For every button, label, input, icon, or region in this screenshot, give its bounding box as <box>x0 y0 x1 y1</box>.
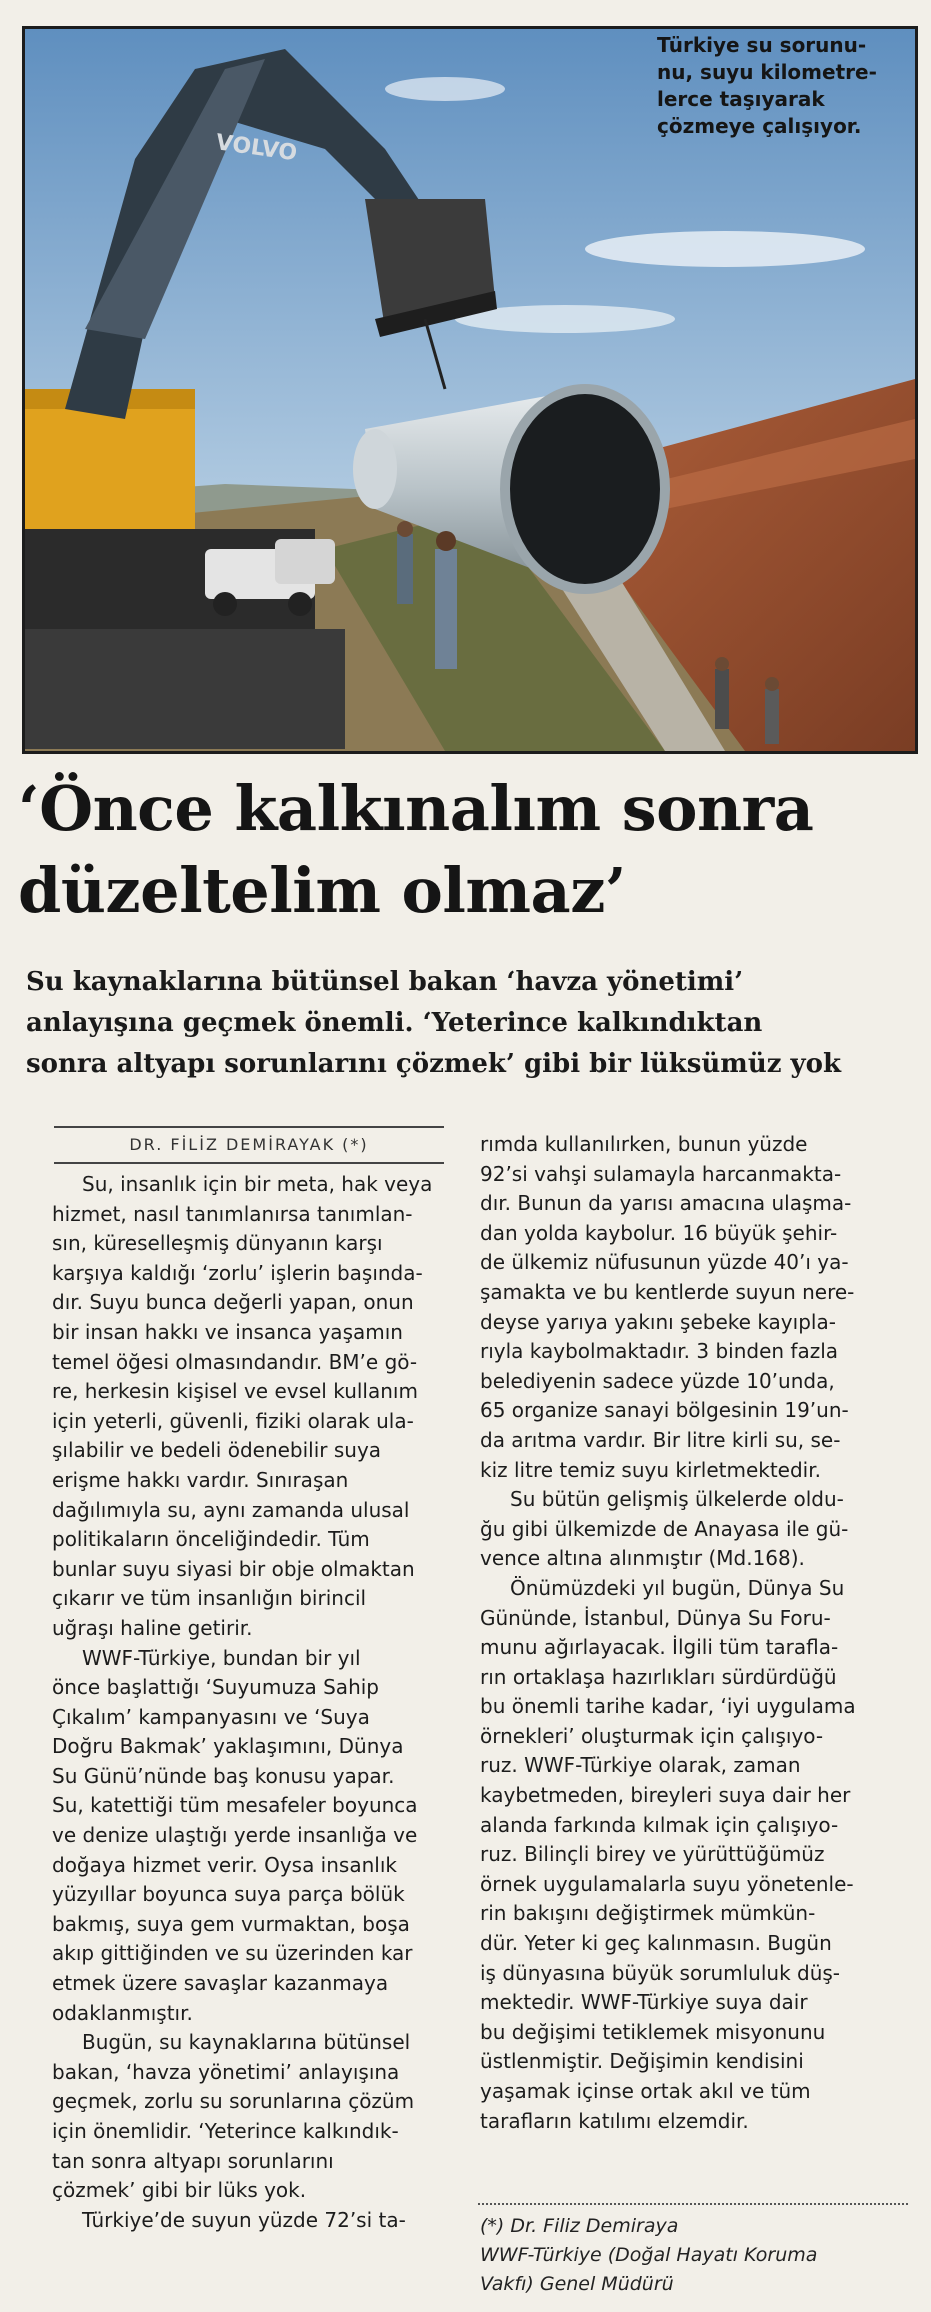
article-text-line: dan yolda kaybolur. 16 büyük şehir- <box>480 1220 838 1245</box>
article-text-line: da arıtma vardır. Bir litre kirli su, se- <box>480 1427 841 1452</box>
article-text-line: geçmek, zorlu su sorunlarına çözüm <box>52 2089 415 2114</box>
article-text-line: ruz. Bilinçli birey ve yürüttüğümüz <box>480 1842 825 1867</box>
subhead-line: Su kaynaklarına bütünsel bakan ‘havza yönetimi’ <box>26 967 744 997</box>
article-text-line: yaşamak içinse ortak akıl ve tüm <box>480 2079 811 2103</box>
article-text-line: Su Günü’nünde baş konusu yapar. <box>52 1763 395 1788</box>
svg-text:VOLVO: VOLVO <box>214 130 299 167</box>
article-text-line: alanda farkında kılmak için çalışıyo- <box>480 1812 839 1837</box>
headline-line: düzeltelim olmaz’ <box>18 854 626 927</box>
article-text-line: dağılımıyla su, aynı zamanda ulusal <box>52 1497 410 1522</box>
article-text-line: odaklanmıştır. <box>52 2000 193 2025</box>
caption-line: nu, suyu kilometre- <box>657 60 877 84</box>
article-text-line: kiz litre temiz suyu kirletmektedir. <box>480 1457 821 1482</box>
article-text-line: kaybetmeden, bireyleri suya dair her <box>480 1783 851 1808</box>
article-text-line: Türkiye’de suyun yüzde 72’si ta- <box>82 2207 406 2232</box>
byline-box <box>54 1126 444 1164</box>
article-text-line: Su bütün gelişmiş ülkelerde oldu- <box>510 1487 844 1512</box>
article-text-line: hizmet, nasıl tanımlanırsa tanımlan- <box>52 1201 413 1226</box>
article-text-line: tarafların katılımı elzemdir. <box>480 2108 749 2133</box>
footnote-line: WWF-Türkiye (Doğal Hayatı Koruma <box>480 2244 818 2266</box>
article-text-line: bu önemli tarihe kadar, ‘iyi uygulama <box>480 1694 856 1719</box>
article-text-line: şılabilir ve bedeli ödenebilir suya <box>52 1438 382 1463</box>
article-text-line: rımda kullanılırken, bunun yüzde <box>480 1132 808 1156</box>
article-text-line: Çıkalım’ kampanyasını ve ‘Suya <box>52 1704 370 1729</box>
article-column-left <box>52 1170 448 2235</box>
article-text-line: dır. Bunun da yarısı amacına ulaşma- <box>480 1191 852 1216</box>
article-text-line: uğraşı haline getirir. <box>52 1615 253 1640</box>
article-text-line: erişme hakkı vardır. Sınıraşan <box>52 1467 349 1492</box>
article-text-line: rın ortaklaşa hazırlıkları sürdürdüğü <box>480 1664 837 1689</box>
article-text-line: çözmek’ gibi bir lüks yok. <box>52 2178 307 2203</box>
article-text-line: deyse yarıya yakını şebeke kayıpla- <box>480 1309 836 1334</box>
article-text-line: 65 organize sanayi bölgesinin 19’un- <box>480 1398 849 1423</box>
article-text-line: bu değişimi tetiklemek misyonunu <box>480 2019 826 2044</box>
article-text-line: iş dünyasına büyük sorumluluk düş- <box>480 1960 841 1985</box>
article-text-line: ve denize ulaştığı yerde insanlığa ve <box>52 1823 418 1848</box>
article-text-line: WWF-Türkiye, bundan bir yıl <box>82 1645 361 1670</box>
article-text-line: tan sonra altyapı sorunlarını <box>52 2148 334 2173</box>
article-text-line: temel öğesi olmasındandır. BM’e gö- <box>52 1349 418 1374</box>
article-text-line: Doğru Bakmak’ yaklaşımını, Dünya <box>52 1734 404 1759</box>
article-text-line: bunlar suyu siyasi bir obje olmaktan <box>52 1556 415 1581</box>
article-text-line: de ülkemiz nüfusunun yüzde 40’ı ya- <box>480 1250 849 1275</box>
article-text-line: Önümüzdeki yıl bugün, Dünya Su <box>510 1575 845 1600</box>
headline <box>18 768 918 932</box>
article-text-line: 92’si vahşi sulamayla harcanmakta- <box>480 1161 842 1186</box>
author-footnote <box>480 2212 920 2299</box>
article-text-line: mektedir. WWF-Türkiye suya dair <box>480 1990 808 2015</box>
subhead-line: sonra altyapı sorunlarını çözmek’ gibi bir lüksümüz yok <box>26 1049 842 1079</box>
article-text-line: etmek üzere savaşlar kazanmaya <box>52 1971 389 1996</box>
article-text-line: belediyenin sadece yüzde 10’unda, <box>480 1368 835 1393</box>
article-text-line: ğu gibi ülkemizde de Anayasa ile gü- <box>480 1516 849 1541</box>
article-text-line: bir insan hakkı ve insanca yaşamın <box>52 1319 403 1344</box>
article-text-line: Su, insanlık için bir meta, hak veya <box>82 1172 433 1196</box>
article-text-line: rin bakışını değiştirmek mümkün- <box>480 1901 816 1926</box>
article-text-line: dür. Yeter ki geç kalınmasın. Bugün <box>480 1931 832 1956</box>
article-text-line: bakmış, suya gem vurmaktan, boşa <box>52 1911 410 1936</box>
subhead-line: anlayışına geçmek önemli. ‘Yeterince kalkındıktan <box>26 1008 763 1038</box>
headline-line: ‘Önce kalkınalım sonra <box>18 772 814 845</box>
article-text-line: örnek uygulamalarla suyu yönetenle- <box>480 1871 854 1896</box>
article-text-line: akıp gittiğinden ve su üzerinden kar <box>52 1941 413 1966</box>
article-text-line: Su, katettiği tüm mesafeler boyunca <box>52 1793 418 1818</box>
article-text-line: için önemlidir. ‘Yeterince kalkındık- <box>52 2119 399 2143</box>
article-text-line: önce başlattığı ‘Suyumuza Sahip <box>52 1675 379 1700</box>
photo-caption <box>657 32 897 140</box>
article-text-line: için yeterli, güvenli, fiziki olarak ula- <box>52 1408 414 1433</box>
article-text-line: Gününde, İstanbul, Dünya Su Foru- <box>480 1605 831 1630</box>
article-text-line: politikaların önceliğindedir. Tüm <box>52 1527 370 1552</box>
caption-line: çözmeye çalışıyor. <box>657 114 862 138</box>
article-text-line: karşıya kaldığı ‘zorlu’ işlerin başında- <box>52 1260 423 1285</box>
footnote-line: (*) Dr. Filiz Demiraya <box>480 2215 679 2237</box>
article-text-line: munu ağırlayacak. İlgili tüm tarafla- <box>480 1635 839 1660</box>
footnote-divider <box>478 2203 908 2205</box>
caption-line: Türkiye su sorunu- <box>657 33 867 57</box>
article-column-right <box>480 1130 912 2136</box>
article-text-line: sın, küreselleşmiş dünyanın karşı <box>52 1231 383 1256</box>
caption-line: lerce taşıyarak <box>657 87 825 111</box>
article-text-line: rıyla kaybolmaktadır. 3 binden fazla <box>480 1339 839 1364</box>
article-text-line: yüzyıllar boyunca suya parça bölük <box>52 1882 405 1907</box>
article-text-line: üstlenmiştir. Değişimin kendisini <box>480 2049 804 2074</box>
article-text-line: re, herkesin kişisel ve evsel kullanım <box>52 1379 418 1404</box>
article-text-line: çıkarır ve tüm insanlığın birincil <box>52 1586 367 1611</box>
article-text-line: örnekleri’ oluşturmak için çalışıyo- <box>480 1723 824 1748</box>
article-text-line: doğaya hizmet verir. Oysa insanlık <box>52 1852 397 1877</box>
subheadline <box>26 962 916 1085</box>
author-byline: DR. FİLİZ DEMİRAYAK (*) <box>129 1135 369 1154</box>
article-text-line: Bugün, su kaynaklarına bütünsel <box>82 2030 411 2055</box>
article-text-line: dır. Suyu bunca değerli yapan, onun <box>52 1290 414 1315</box>
article-text-line: bakan, ‘havza yönetimi’ anlayışına <box>52 2059 400 2084</box>
footnote-line: Vakfı) Genel Müdürü <box>480 2273 674 2295</box>
article-text-line: vence altına alınmıştır (Md.168). <box>480 1546 805 1571</box>
article-text-line: şamakta ve bu kentlerde suyun nere- <box>480 1279 855 1304</box>
article-text-line: ruz. WWF-Türkiye olarak, zaman <box>480 1753 801 1778</box>
